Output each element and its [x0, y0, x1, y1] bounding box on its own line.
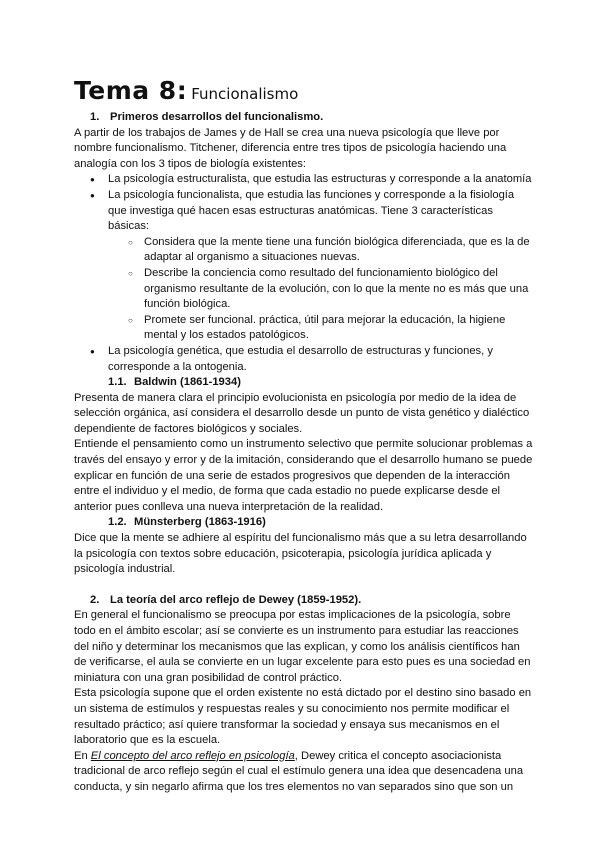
baldwin-heading: [74, 375, 534, 391]
list-item: [74, 344, 534, 375]
munsterberg-heading: [74, 515, 534, 531]
title-main: Tema 8:: [74, 76, 188, 105]
dewey-work-title: El concepto del arco reflejo en psicología: [90, 749, 295, 762]
sub-list-item: [108, 235, 534, 266]
section2-p3-start: En: [74, 749, 91, 762]
characteristics-list: [108, 235, 534, 344]
psychology-types-list: [74, 172, 534, 375]
page-title: [74, 76, 298, 105]
section1-heading: [74, 110, 534, 126]
section2-paragraph-2: Esta psicología supone que el orden existente no está dictado por el destino sino basado en un sistema de estímulos y respuestas reales y su conocimiento nos permite modificar el resultado práctico; así quiere transformar la sociedad y ensaya sus mecanismos en el laboratorio que es la escuela.: [74, 687, 532, 747]
section1-intro: A partir de los trabajos de James y de Hall se crea una nueva psicología que lleve por nombre funcionalismo. Titchener, diferencia entre tres tipos de psicología haciendo una analogía con los 3 tipos de biología existentes:: [74, 126, 507, 170]
sub-list-item-text: Describe la conciencia como resultado del funcionamiento biológico del organismo resultante de la evolución, con lo que la mente no es más que una función biológica.: [144, 266, 529, 311]
list-item-text: La psicología funcionalista, que estudia las funciones y corresponde a la fisiología que investiga qué hacen esas estructuras anatómicas. Tiene 3 características básicas:: [108, 188, 515, 233]
sub-list-item-text: Considera que la mente tiene una función biológica diferenciada, que es la de adaptar al organismo a situaciones nuevas.: [144, 235, 530, 264]
list-item: [74, 188, 534, 344]
section2-number: 2.: [90, 593, 100, 606]
section2-heading-text: La teoría del arco reflejo de Dewey (1859-1952).: [110, 593, 362, 606]
section2-p3-rest: , Dewey critica el concepto asociacionista tradicional de arco reflejo según el cual el estímulo genera una idea que desencadena una conducta, y sin negarlo afirma que los tres elementos no van separados sino que son un: [74, 749, 524, 793]
baldwin-heading-text: Baldwin (1861-1934): [134, 376, 241, 389]
list-item-text: La psicología estructuralista, que estudia las estructuras y corresponde a la anatomía: [108, 173, 532, 186]
section2-paragraph-3: [74, 749, 534, 796]
sub-list-item: [108, 313, 534, 344]
baldwin-number: 1.1.: [108, 376, 127, 389]
title-sub: Funcionalismo: [191, 85, 299, 103]
section-spacer: [74, 578, 534, 593]
munsterberg-paragraph: Dice que la mente se adhiere al espíritu del funcionalismo más que a su letra desarrollando la psicología con textos sobre educación, psicoterapia, psicología jurídica aplicada y psicología industrial.: [74, 532, 527, 576]
baldwin-paragraph-2: Entiende el pensamiento como un instrumento selectivo que permite solucionar problemas a través del ensayo y error y de la imitación, considerando que el desarrollo humano se puede explicar en función de una serie de estados progresivos que dependen de la interacción entre el individuo y el medio, de forma que cada estadio no puede explicarse desde el anterior pues conlleva una nueva interpretación de la realidad.: [74, 438, 533, 513]
sub-list-item: [108, 266, 534, 313]
sub-list-item-text: Promete ser funcional. práctica, útil para mejorar la educación, la higiene mental y los estados patológicos.: [144, 313, 506, 342]
baldwin-paragraph-1: Presenta de manera clara el principio evolucionista en psicología por medio de la idea de selección orgánica, así considera el desarrollo desde un punto de vista genético y dialéctico dependiente de factores biológicos y sociales.: [74, 391, 530, 435]
list-item: [74, 172, 534, 188]
section2-heading: [74, 593, 534, 609]
munsterberg-number: 1.2.: [108, 516, 127, 529]
document-body: [74, 110, 534, 796]
munsterberg-heading-text: Münsterberg (1863-1916): [134, 516, 266, 529]
list-item-text: La psicología genética, que estudia el desarrollo de estructuras y funciones, y corresponde a la ontogenia.: [108, 344, 493, 373]
section1-number: 1.: [90, 111, 100, 123]
section2-paragraph-1: En general el funcionalismo se preocupa por estas implicaciones de la psicología, sobre todo en el ámbito escolar; así se convierte es un instrumento para estudiar las reacciones del niño y determinar los mecanismos que las explican, y como los análisis científicos han de verificarse, el aula se convierte en un lugar excelente para esto pues es una sociedad en miniatura con una gran posibilidad de control práctico.: [74, 609, 531, 684]
section1-heading-text: Primeros desarrollos del funcionalismo.: [110, 111, 324, 123]
